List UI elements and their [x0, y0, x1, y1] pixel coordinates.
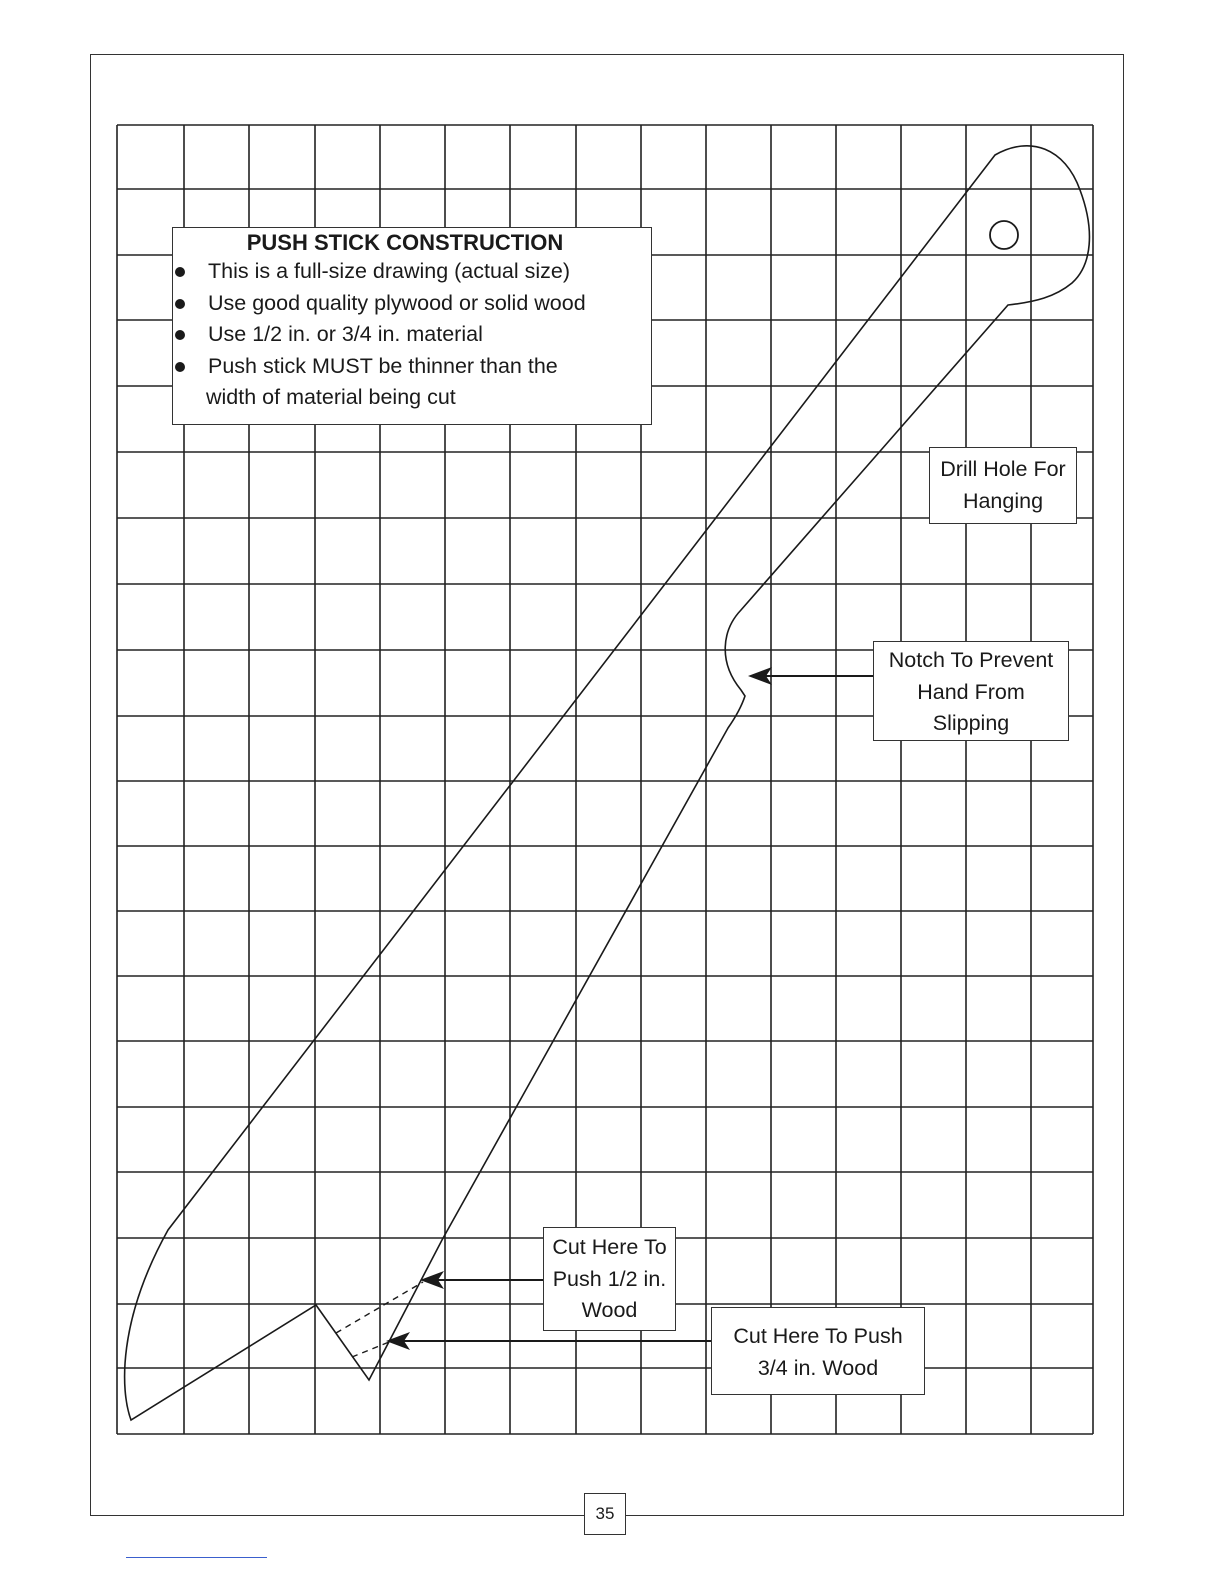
instruction-item: Use 1/2 in. or 3/4 in. material	[173, 319, 651, 351]
bullet-icon	[175, 299, 185, 309]
cut-three-quarter-inch-callout: Cut Here To Push 3/4 in. Wood	[711, 1307, 925, 1395]
cut-half-inch-callout: Cut Here To Push 1/2 in. Wood	[543, 1227, 676, 1331]
instruction-item: Push stick MUST be thinner than the width of material being cut	[173, 351, 651, 414]
instructions-title: PUSH STICK CONSTRUCTION	[246, 230, 564, 255]
instruction-continuation: width of material being cut	[206, 385, 456, 409]
bullet-icon	[175, 362, 185, 372]
footer-rule	[126, 1557, 267, 1558]
instructions-box	[172, 227, 652, 425]
hanging-hole-icon	[990, 221, 1018, 249]
bullet-icon	[175, 330, 185, 340]
page-number: 35	[584, 1493, 626, 1535]
drill-hole-callout: Drill Hole For Hanging	[929, 447, 1077, 524]
instructions-list	[173, 256, 651, 414]
instruction-item: This is a full-size drawing (actual size)	[173, 256, 651, 288]
instruction-item: Use good quality plywood or solid wood	[173, 288, 651, 320]
bullet-icon	[175, 267, 185, 277]
cut-line-three-quarter-inch	[352, 1342, 389, 1357]
notch-callout: Notch To Prevent Hand From Slipping	[873, 641, 1069, 741]
